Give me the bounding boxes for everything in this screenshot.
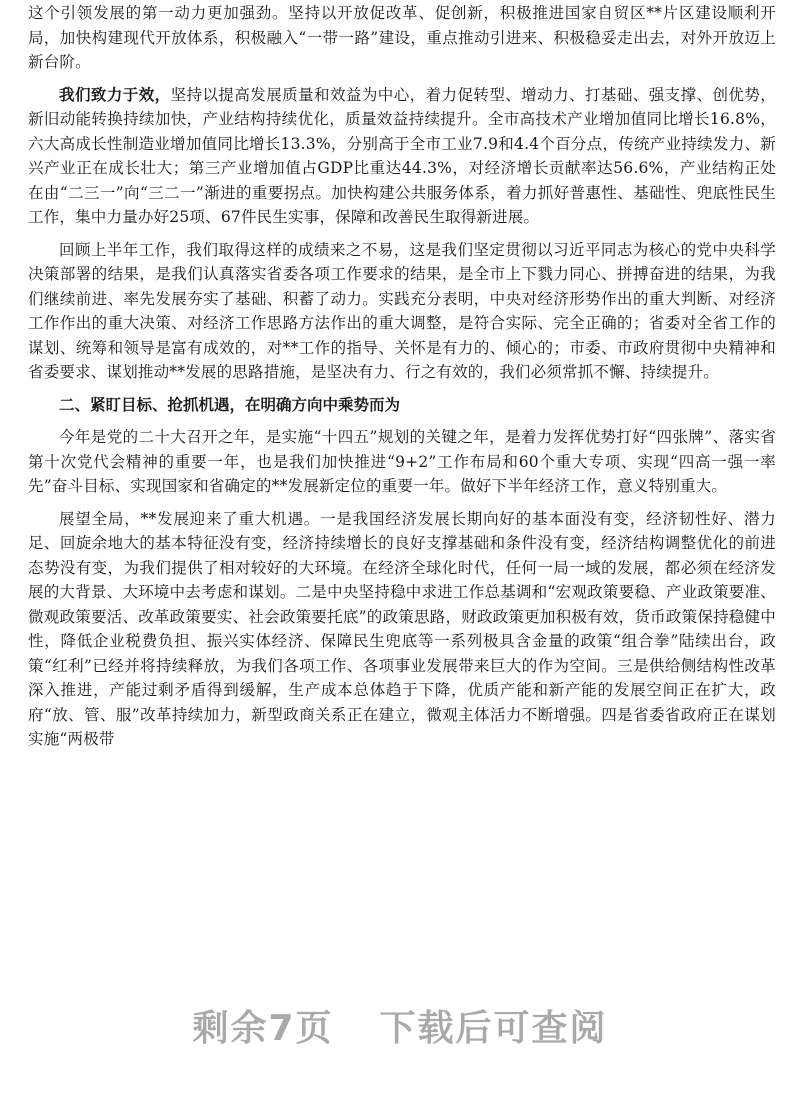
paragraph-lead-phrase: 我们致力于效，: [59, 84, 171, 104]
preview-fade-overlay: [0, 875, 800, 985]
document-body: [28, 0, 776, 752]
paragraph-body: 坚持以提高发展质量和效益为中心，着力促转型、增动力、打基础、强支撑、创优势，新旧动能转换持续加快，产业结构持续优化，质量效益持续提升。全市高技术产业增加值同比增长16.8%，六大高成长性制造业增加值同比增长13.3%，分别高于全市工业7.9和4.4个百分点，传统产业持续发力、新兴产业正在成长壮大；第三产业增加值占GDP比重达44.3%，对经济增长贡献率达56.6%，产业结构正处在由“二三一”向“三二一”渐进的重要拐点。加快构建公共服务体系，着力抓好普惠性、基础性、兜底性民生工作，集中力量办好25项、67件民生实事，保障和改善民生取得新进展。: [28, 85, 776, 226]
paragraph-review: 回顾上半年工作，我们取得这样的成绩来之不易，这是我们坚定贯彻以习近平同志为核心的党中央科学决策部署的结果，是我们认真落实省委各项工作要求的结果，是全市上下戮力同心、拼搏奋进的结果，为我们继续前进、率先发展夯实了基础、积蓄了动力。实践充分表明，中央对经济形势作出的重大判断、对经济工作作出的重大决策、对经济工作思路方法作出的重大调整，是符合实际、完全正确的；省委对全省工作的谋划、统筹和领导是富有成效的，对**工作的指导、关怀是有力的、倾心的；市委、市政府贯彻中央精神和省委要求、谋划推动**发展的思路措施，是坚决有力、行之有效的，我们必须常抓不懈、持续提升。: [28, 240, 776, 381]
paragraph-efficiency: [28, 83, 776, 230]
remaining-pages-label: 剩余7页: [192, 1008, 334, 1049]
section-heading: 二、紧盯目标、抢抓机遇，在明确方向中乘势而为: [59, 395, 401, 414]
paragraph-this-year: 今年是党的二十大召开之年，是实施“十四五”规划的关键之年，是着力发挥优势打好“四张牌”、落实省第十次党代会精神的重要一年，也是我们加快推进“9+2”工作布局和60个重大专项、实现“四高一强一率先”奋斗目标、实现国家和省确定的**发展新定位的重要一年。做好下半年经济工作，意义特别重大。: [28, 428, 776, 495]
download-banner[interactable]: [0, 1000, 800, 1051]
paragraph-outlook: 展望全局，**发展迎来了重大机遇。一是我国经济发展长期向好的基本面没有变，经济韧性好、潜力足、回旋余地大的基本特征没有变，经济持续增长的良好支撑基础和条件没有变，经济结构调整优化的前进态势没有变，为我们提供了相对较好的大环境。在经济全球化时代，任何一局一域的发展，都必须在经济发展的大背景、大环境中去考虑和谋划。二是中央坚持稳中求进工作总基调和“宏观政策要稳、产业政策要准、微观政策要活、改革政策要实、社会政策要托底”的政策思路，财政政策更加积极有效，货币政策保持稳健中性，降低企业税费负担、振兴实体经济、保障民生兜底等一系列极具含金量的政策“组合拳”陆续出台，政策“红利”已经并将持续释放，为我们各项工作、各项事业发展带来巨大的作为空间。三是供给侧结构性改革深入推进，产能过剩矛盾得到缓解，生产成本总体趋于下降，优质产能和新产能的发展空间正在扩大，政府“放、管、服”改革持续加力，新型政商关系正在建立，微观主体活力不断增强。四是省委省政府正在谋划实施“两极带: [28, 509, 776, 748]
download-hint-label: 下载后可查阅: [379, 1008, 608, 1049]
paragraph-opening: 这个引领发展的第一动力更加强劲。坚持以开放促改革、促创新，积极推进国家自贸区**片区建设顺利开局，加快构建现代开放体系，积极融入“一带一路”建设，重点推动引进来、积极稳妥走出去，对外开放迈上新台阶。: [28, 4, 776, 71]
